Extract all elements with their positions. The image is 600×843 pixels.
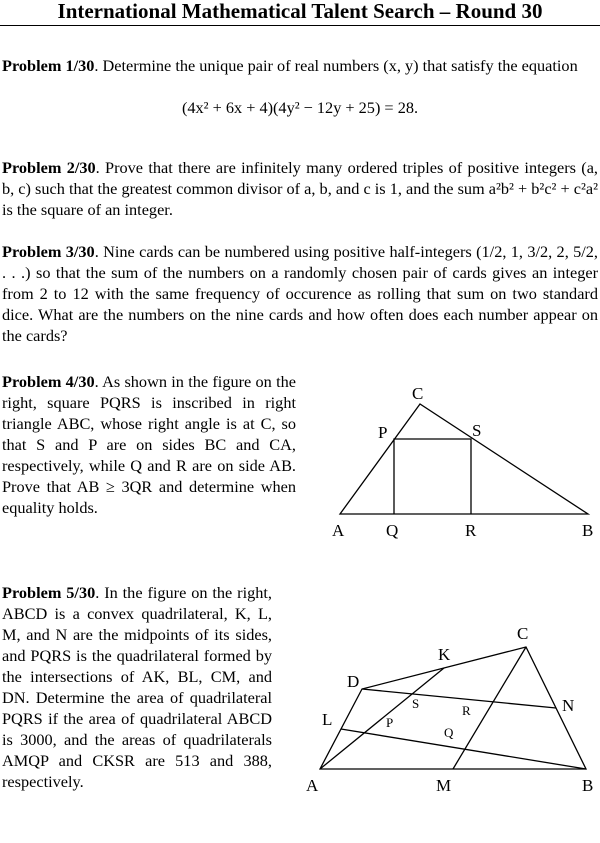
label-p: P [386, 715, 394, 730]
header-rule [0, 25, 600, 26]
problem-1 [2, 55, 598, 76]
label-q: Q [386, 521, 399, 540]
label-q: Q [444, 725, 454, 740]
label-r: R [462, 703, 471, 718]
problem-3-label: Problem 3/30 [2, 242, 95, 261]
label-m: M [436, 776, 452, 795]
label-r: R [465, 521, 477, 540]
label-p: P [378, 423, 388, 442]
problem-1-text: . Determine the unique pair of real numbers (x, y) that satisfy the equation [94, 56, 578, 75]
label-s: S [412, 696, 420, 711]
label-a: A [332, 521, 345, 540]
segment-bl [341, 729, 586, 769]
label-d: D [347, 672, 360, 691]
quadrilateral-abcd [320, 647, 586, 769]
label-a: A [306, 776, 319, 795]
square-in-triangle-figure [320, 380, 600, 545]
label-c: C [517, 624, 529, 643]
problem-4 [2, 371, 296, 518]
segment-dn [362, 689, 556, 708]
label-l: L [322, 710, 333, 729]
problem-5-label: Problem 5/30 [2, 583, 96, 602]
problem-4-label: Problem 4/30 [2, 372, 95, 391]
label-k: K [438, 645, 451, 664]
problem-3-text: . Nine cards can be numbered using positive half-integers (1/2, 1, 3/2, 2, 5/2, . . .) so that the sum of the numbers on a randomly chosen pair of cards gives an integer from 2 to 12 with the same frequency of occurence as rolling that sum on two standard dice. What are the numbers on the nine cards and how often does each number appear on the cards? [2, 242, 598, 345]
label-s: S [472, 421, 482, 440]
problem-2-label: Problem 2/30 [2, 158, 96, 177]
problem-5 [2, 582, 272, 792]
triangle-abc [340, 404, 588, 514]
label-n: N [562, 696, 575, 715]
quadrilateral-figure [300, 615, 600, 805]
problem-4-text: . As shown in the figure on the right, square PQRS is inscribed in right triangle ABC, whose right angle is at C, so that S and P are on sides BC and CA, respectively, while Q and R are on side AB. Prove that AB ≥ 3QR and determine when equality holds. [2, 372, 297, 517]
problem-2-text: . Prove that there are infinitely many ordered triples of positive integers (a, b, c) such that the greatest common divisor of a, b, and c is 1, and the sum a²b² + b²c² + c²a² is the square of an integer. [2, 158, 598, 219]
page-header: International Mathematical Talent Search – Round 30 [57, 0, 543, 23]
problem-3 [2, 241, 598, 346]
problem-1-label: Problem 1/30 [2, 56, 95, 75]
label-b: B [582, 776, 594, 795]
segment-ak [320, 668, 444, 769]
square-pqrs [394, 439, 471, 514]
problem-5-text: . In the figure on the right, ABCD is a convex quadrilateral, K, L, M, and N are the midpoints of its sides, and PQRS is the quadrilateral formed by the intersections of AK, BL, CM, and DN. Determine the area of quadrilateral PQRS if the area of quadrilateral ABCD is 3000, and the areas of quadrilaterals AMQP and CKSR are 513 and 388, respectively. [2, 583, 273, 791]
problem-2 [2, 157, 598, 220]
label-c: C [412, 384, 424, 403]
label-b: B [582, 521, 594, 540]
problem-1-equation: (4x² + 6x + 4)(4y² − 12y + 25) = 28. [181, 98, 419, 117]
